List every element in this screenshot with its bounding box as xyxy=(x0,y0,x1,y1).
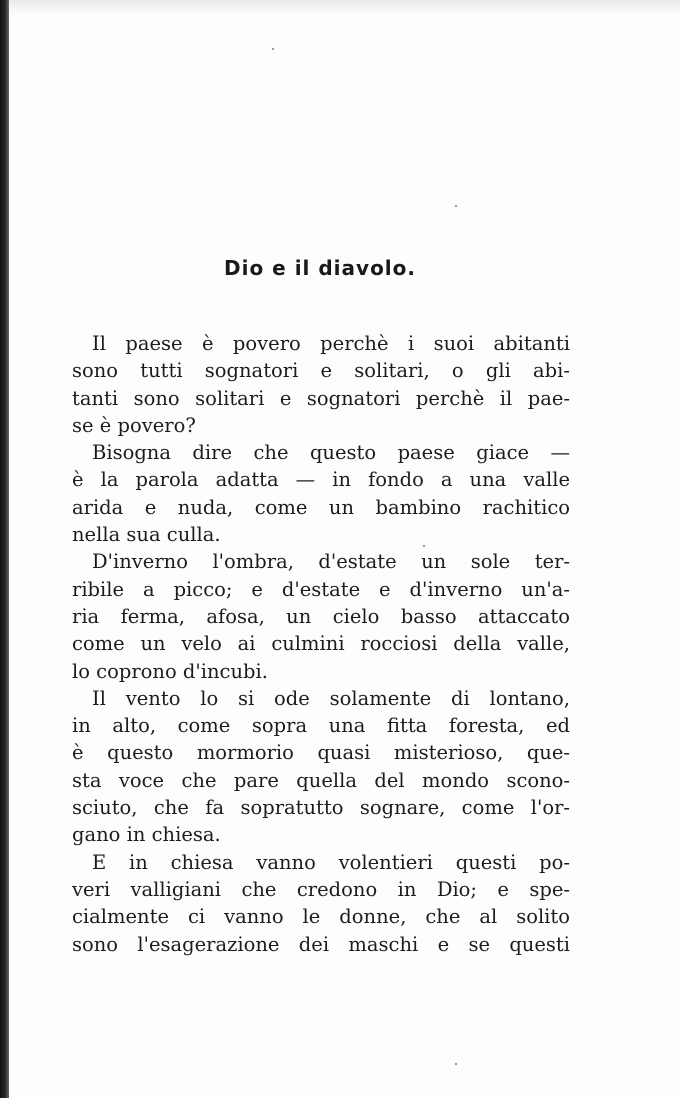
text-line: è la parola adatta — in fondo a una valle xyxy=(72,468,570,492)
body-text xyxy=(72,330,570,958)
page-spine-edge xyxy=(0,0,9,1098)
text-line: cialmente ci vanno le donne, che al solito xyxy=(72,905,570,929)
text-line: è questo mormorio quasi misterioso, que- xyxy=(72,741,570,765)
text-line: come un velo ai culmini rocciosi della valle, xyxy=(72,632,570,656)
text-line: sono l'esagerazione dei maschi e se questi xyxy=(72,932,570,956)
text-line: Bisogna dire che questo paese giace — xyxy=(92,441,570,465)
text-line: lo coprono d'incubi. xyxy=(72,659,268,683)
paper-speck xyxy=(455,205,457,207)
text-line: arida e nuda, come un bambino rachitico xyxy=(72,495,570,519)
text-line: tanti sono solitari e sognatori perchè il pae- xyxy=(72,386,570,410)
chapter-title: Dio e il diavolo. xyxy=(224,256,416,280)
text-line: ria ferma, afosa, un cielo basso attaccato xyxy=(72,604,570,628)
text-line: sta voce che pare quella del mondo scono- xyxy=(72,768,570,792)
text-line: veri valligiani che credono in Dio; e spe- xyxy=(72,877,570,901)
text-line: D'inverno l'ombra, d'estate un sole ter- xyxy=(92,550,570,574)
page-top-shadow xyxy=(9,0,680,14)
text-line: ribile a picco; e d'estate e d'inverno un'a- xyxy=(72,577,570,601)
paper-speck xyxy=(455,1063,457,1065)
paper-speck xyxy=(423,545,425,547)
text-line: nella sua culla. xyxy=(72,523,221,547)
text-line: sciuto, che fa sopratutto sognare, come l'or- xyxy=(72,796,570,820)
text-line: Il paese è povero perchè i suoi abitanti xyxy=(92,332,570,355)
text-line: E in chiesa vanno volentieri questi po- xyxy=(92,850,570,874)
text-line: sono tutti sognatori e solitari, o gli abi- xyxy=(72,359,570,383)
paper-speck xyxy=(272,48,274,50)
text-line: gano in chiesa. xyxy=(72,823,221,847)
text-line: Il vento lo si ode solamente di lontano, xyxy=(92,686,570,710)
text-line: in alto, come sopra una fitta foresta, ed xyxy=(72,714,570,738)
text-line: se è povero? xyxy=(72,413,196,437)
